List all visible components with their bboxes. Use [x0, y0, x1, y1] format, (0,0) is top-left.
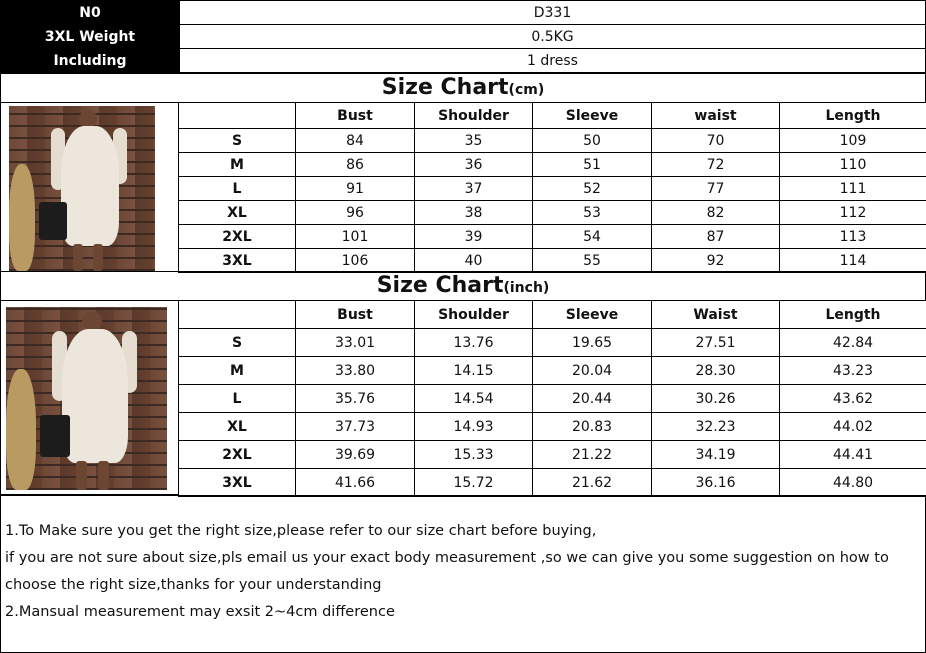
measure-cell: 30.26 — [652, 385, 780, 413]
info-value: 0.5KG — [180, 25, 926, 49]
column-header: Shoulder — [415, 103, 533, 129]
measure-cell: 13.76 — [415, 329, 533, 357]
table-row — [179, 201, 926, 225]
note-line: 1.To Make sure you get the right size,please refer to our size chart before buying, — [5, 523, 597, 539]
measure-cell: 15.33 — [415, 441, 533, 469]
measure-cell: 70 — [652, 129, 780, 153]
measure-cell: 44.80 — [780, 469, 926, 497]
table-row — [179, 413, 926, 441]
measure-cell: 92 — [652, 249, 780, 273]
size-label: L — [179, 177, 296, 201]
measure-cell: 14.15 — [415, 357, 533, 385]
column-header: Sleeve — [533, 301, 652, 329]
table-row — [179, 225, 926, 249]
column-header: Sleeve — [533, 103, 652, 129]
column-header: Length — [780, 301, 926, 329]
measure-cell: 44.02 — [780, 413, 926, 441]
measure-cell: 112 — [780, 201, 926, 225]
table-row — [179, 249, 926, 273]
measure-cell: 35 — [415, 129, 533, 153]
size-label: 2XL — [179, 441, 296, 469]
measure-cell: 113 — [780, 225, 926, 249]
size-chart-inch-title — [0, 271, 926, 301]
table-row — [179, 441, 926, 469]
column-header: Length — [780, 103, 926, 129]
measure-cell: 15.72 — [415, 469, 533, 497]
measure-cell: 82 — [652, 201, 780, 225]
info-label: Including — [1, 49, 180, 73]
note-line: 2.Mansual measurement may exsit 2~4cm difference — [5, 604, 395, 620]
size-label: 3XL — [179, 249, 296, 273]
measure-cell: 34.19 — [652, 441, 780, 469]
size-label: M — [179, 357, 296, 385]
measure-cell: 114 — [780, 249, 926, 273]
measure-cell: 55 — [533, 249, 652, 273]
title-text: Size Chart — [376, 273, 504, 298]
measure-cell: 21.62 — [533, 469, 652, 497]
info-row-including — [1, 49, 926, 73]
size-label: XL — [179, 413, 296, 441]
table-row — [179, 357, 926, 385]
measure-cell: 44.41 — [780, 441, 926, 469]
measure-cell: 39.69 — [296, 441, 415, 469]
column-header: Shoulder — [415, 301, 533, 329]
measure-cell: 50 — [533, 129, 652, 153]
measure-cell: 101 — [296, 225, 415, 249]
size-label: 2XL — [179, 225, 296, 249]
title-unit: (cm) — [508, 82, 545, 98]
table-row — [179, 469, 926, 497]
size-label: 3XL — [179, 469, 296, 497]
measure-cell: 86 — [296, 153, 415, 177]
size-label: S — [179, 329, 296, 357]
measure-cell: 96 — [296, 201, 415, 225]
table-row — [179, 129, 926, 153]
measure-cell: 72 — [652, 153, 780, 177]
measure-cell: 87 — [652, 225, 780, 249]
measure-cell: 14.54 — [415, 385, 533, 413]
measure-cell: 91 — [296, 177, 415, 201]
measure-cell: 39 — [415, 225, 533, 249]
product-photo — [9, 106, 155, 271]
measure-cell: 27.51 — [652, 329, 780, 357]
column-header: waist — [652, 103, 780, 129]
size-table-cm — [178, 102, 926, 273]
title-unit: (inch) — [503, 280, 550, 296]
measure-cell: 19.65 — [533, 329, 652, 357]
column-header — [179, 301, 296, 329]
column-header: Bust — [296, 301, 415, 329]
measure-cell: 21.22 — [533, 441, 652, 469]
measure-cell: 28.30 — [652, 357, 780, 385]
notes-box — [0, 495, 926, 653]
table-row — [179, 153, 926, 177]
measure-cell: 20.83 — [533, 413, 652, 441]
measure-cell: 53 — [533, 201, 652, 225]
note-line: choose the right size,thanks for your understanding — [5, 577, 382, 593]
measure-cell: 52 — [533, 177, 652, 201]
info-row-weight — [1, 25, 926, 49]
product-photo — [6, 307, 167, 490]
table-row — [179, 329, 926, 357]
product-photo-cell — [0, 102, 179, 272]
measure-cell: 36.16 — [652, 469, 780, 497]
measure-cell: 36 — [415, 153, 533, 177]
table-row — [179, 385, 926, 413]
measure-cell: 54 — [533, 225, 652, 249]
measure-cell: 37 — [415, 177, 533, 201]
measure-cell: 43.23 — [780, 357, 926, 385]
measure-cell: 32.23 — [652, 413, 780, 441]
measure-cell: 37.73 — [296, 413, 415, 441]
measure-cell: 14.93 — [415, 413, 533, 441]
info-value: D331 — [180, 1, 926, 25]
product-info-table — [0, 0, 926, 73]
measure-cell: 110 — [780, 153, 926, 177]
size-table-inch — [178, 300, 926, 497]
size-label: M — [179, 153, 296, 177]
info-label: N0 — [1, 1, 180, 25]
size-label: L — [179, 385, 296, 413]
measure-cell: 33.01 — [296, 329, 415, 357]
measure-cell: 38 — [415, 201, 533, 225]
measure-cell: 84 — [296, 129, 415, 153]
title-text: Size Chart — [381, 75, 509, 100]
measure-cell: 42.84 — [780, 329, 926, 357]
size-chart-cm-title — [0, 73, 926, 103]
measure-cell: 33.80 — [296, 357, 415, 385]
measure-cell: 109 — [780, 129, 926, 153]
product-photo-cell — [0, 300, 179, 495]
info-row-number — [1, 1, 926, 25]
measure-cell: 106 — [296, 249, 415, 273]
note-line: if you are not sure about size,pls email us your exact body measurement ,so we can give you some suggestion on how to — [5, 550, 889, 566]
measure-cell: 111 — [780, 177, 926, 201]
info-label: 3XL Weight — [1, 25, 180, 49]
column-header: Waist — [652, 301, 780, 329]
table-row — [179, 177, 926, 201]
measure-cell: 40 — [415, 249, 533, 273]
size-label: S — [179, 129, 296, 153]
measure-cell: 43.62 — [780, 385, 926, 413]
info-value: 1 dress — [180, 49, 926, 73]
column-header — [179, 103, 296, 129]
size-label: XL — [179, 201, 296, 225]
measure-cell: 20.44 — [533, 385, 652, 413]
table-header-row — [179, 103, 926, 129]
table-header-row — [179, 301, 926, 329]
measure-cell: 35.76 — [296, 385, 415, 413]
measure-cell: 41.66 — [296, 469, 415, 497]
column-header: Bust — [296, 103, 415, 129]
measure-cell: 51 — [533, 153, 652, 177]
measure-cell: 77 — [652, 177, 780, 201]
measure-cell: 20.04 — [533, 357, 652, 385]
